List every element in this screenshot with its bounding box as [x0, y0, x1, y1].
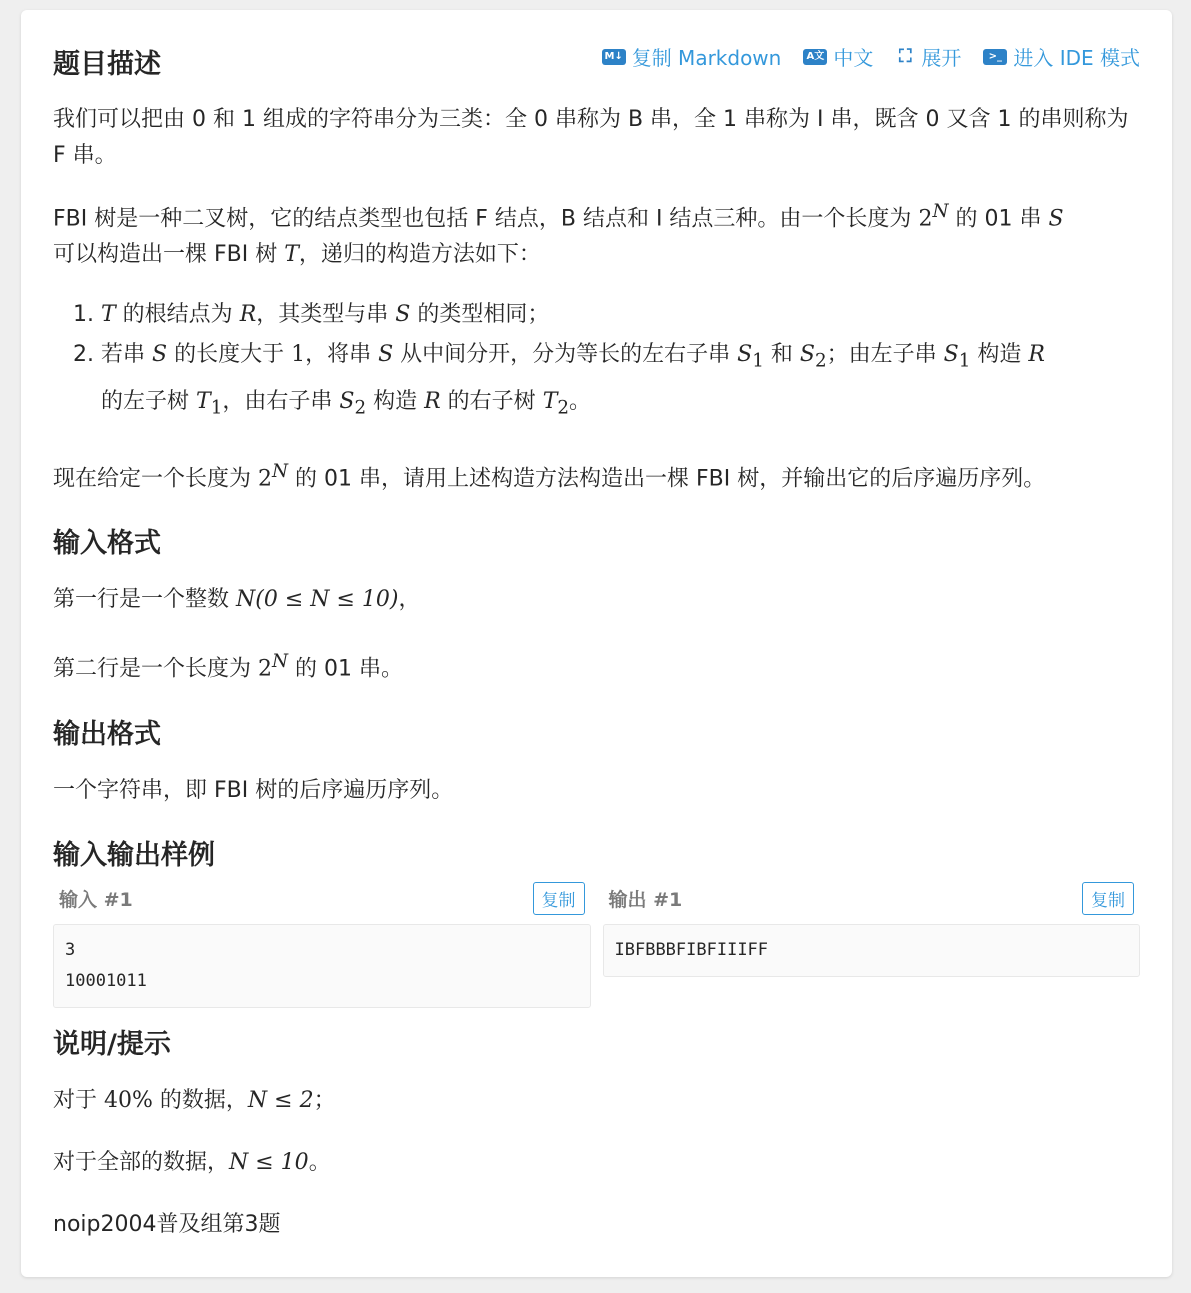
- description-paragraph-1: 我们可以把由 0 和 1 组成的字符串分为三类：全 0 串称为 B 串，全 1 串称为 I 串，既含 0 又含 1 的串则称为 F 串。: [53, 107, 1129, 168]
- step-2: 2. 若串 S 的长度大于 1，将串 S 从中间分开，分为等长的左右子串 $S_1$ 和 $S_2$；由左子串 $S_1$ 构造 R 的左子树 $T_1$，由右子串 $S_2$ 构造 R 的右子树 $T_2$。: [101, 335, 1140, 428]
- sample-input-code: 3 10001011: [53, 924, 591, 1008]
- input-format-line-2: 第二行是一个长度为 $2^N$ 的 01 串。: [53, 651, 404, 682]
- page-title: 题目描述: [53, 49, 161, 80]
- input-format-line-1: 第一行是一个整数 N(0 ≤ N ≤ 10)，: [53, 587, 421, 613]
- hint-line-1: 对于 40% 的数据，N ≤ 2；: [53, 1087, 336, 1113]
- hint-heading: 说明/提示: [53, 1028, 171, 1060]
- construction-steps: [53, 295, 1140, 428]
- sample-output-code: IBFBBBFIBFIIIFF: [603, 924, 1141, 977]
- description-paragraph-2: FBI 树是一种二叉树，它的结点类型也包括 F 结点，B 结点和 I 结点三种。由一个长度为 $2^N$ 的 01 串 S 可以构造出一棵 FBI 树 T，递归的构造方法如下：: [53, 201, 1064, 268]
- output-format-text: 一个字符串，即 FBI 树的后序遍历序列。: [53, 777, 454, 803]
- ide-mode-button[interactable]: >_ 进入 IDE 模式: [983, 42, 1140, 71]
- toolbar: [602, 42, 1140, 71]
- copy-input-button[interactable]: 复制: [533, 882, 585, 915]
- copy-markdown-button[interactable]: M↓ 复制 Markdown: [602, 42, 782, 71]
- problem-source: noip2004普及组第3题: [53, 1211, 281, 1237]
- sample-input-label: 输入 #1: [59, 889, 133, 912]
- terminal-icon: >_: [983, 49, 1007, 65]
- sample-output: [603, 882, 1141, 1008]
- sample-input: [53, 882, 591, 1008]
- header: [53, 10, 1140, 102]
- problem-card: [21, 10, 1172, 1277]
- expand-icon: ⛶: [899, 45, 912, 67]
- copy-output-button[interactable]: 复制: [1082, 882, 1134, 915]
- language-button[interactable]: A文 中文: [803, 42, 873, 71]
- translate-icon: A文: [803, 49, 827, 65]
- hint-line-2: 对于全部的数据，N ≤ 10。: [53, 1149, 331, 1175]
- samples-container: [53, 882, 1140, 1008]
- samples-heading: 输入输出样例: [53, 839, 215, 871]
- expand-button[interactable]: ⛶ 展开: [895, 42, 961, 71]
- output-format-heading: 输出格式: [53, 718, 161, 750]
- sample-output-label: 输出 #1: [608, 889, 683, 912]
- step-1: 1. T 的根结点为 R，其类型与串 S 的类型相同；: [101, 295, 1140, 335]
- markdown-icon: M↓: [602, 49, 626, 65]
- description-paragraph-3: 现在给定一个长度为 $2^N$ 的 01 串，请用上述构造方法构造出一棵 FBI 树，并输出它的后序遍历序列。: [53, 461, 1046, 492]
- input-format-heading: 输入格式: [53, 528, 161, 560]
